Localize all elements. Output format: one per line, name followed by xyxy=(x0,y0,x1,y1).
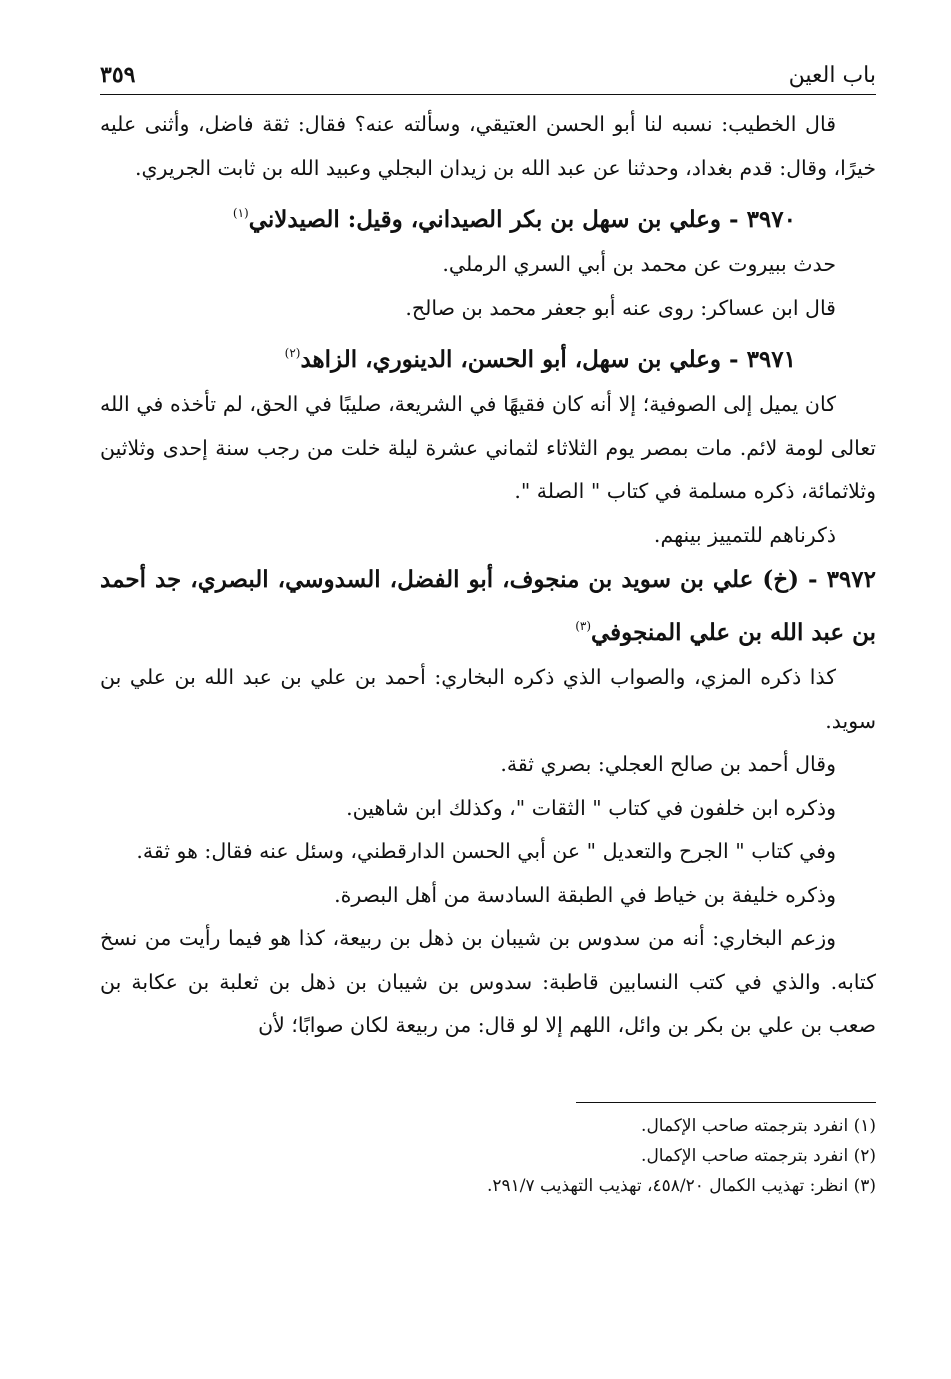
paragraph: قال الخطيب: نسبه لنا أبو الحسن العتيقي، وسألته عنه؟ فقال: ثقة فاضل، وأثنى عليه خيرًا، وقال: قدم بغداد، وحدثنا عن عبد الله بن زيدان البجلي وعبيد الله بن ثابت الجريري. xyxy=(100,112,876,180)
paragraph: قال ابن عساكر: روى عنه أبو جعفر محمد بن صالح. xyxy=(405,295,836,320)
entry-title: ٣٩٧٠ - وعلي بن سهل بن بكر الصيداني، وقيل: الصيدلاني xyxy=(248,206,796,233)
footnotes xyxy=(100,1111,876,1201)
chapter-title: باب العين xyxy=(788,63,876,88)
footnote-divider xyxy=(576,1102,876,1103)
paragraph: وقال أحمد بن صالح العجلي: بصري ثقة. xyxy=(500,752,836,776)
paragraph: كذا ذكره المزي، والصواب الذي ذكره البخاري: أحمد بن علي بن عبد الله بن علي بن سويد. xyxy=(100,665,876,733)
running-header xyxy=(100,58,876,95)
paragraph: حدث ببيروت عن محمد بن أبي السري الرملي. xyxy=(442,252,836,276)
paragraph: وذكره خليفة بن خياط في الطبقة السادسة من أهل البصرة. xyxy=(334,882,836,907)
main-text xyxy=(100,103,876,1048)
entry-title: ٣٩٧٢ - (خ) علي بن سويد بن منجوف، أبو الفضل، السدوسي، البصري، جد أحمد بن عبد الله بن علي المنجوفي xyxy=(100,566,876,646)
book-page xyxy=(100,58,876,1201)
footnote: (٣) انظر: تهذيب الكمال ٤٥٨/٢٠، تهذيب التهذيب ٢٩١/٧. xyxy=(486,1175,876,1196)
paragraph: ذكرناهم للتمييز بينهم. xyxy=(653,522,836,547)
footnote: (٢) انفرد بترجمته صاحب الإكمال. xyxy=(641,1145,876,1166)
entry-heading xyxy=(100,557,876,656)
entry-heading xyxy=(100,190,876,243)
footnote-marker: (٢) xyxy=(284,346,301,360)
page-number: ٣٥٩ xyxy=(100,62,136,88)
paragraph: وفي كتاب " الجرح والتعديل " عن أبي الحسن الدارقطني، وسئل عنه فقال: هو ثقة. xyxy=(136,839,836,863)
entry-heading xyxy=(100,330,876,383)
paragraph: كان يميل إلى الصوفية؛ إلا أنه كان فقيهًا في الشريعة، صليبًا في الحق، لم تأخذه في الله تعالى لومة لائم. مات بمصر يوم الثلاثاء لثماني عشرة ليلة خلت من رجب سنة إحدى وثلاثين وثلاثمائة، ذكره مسلمة في كتاب " الصلة ". xyxy=(100,392,876,503)
entry-title: ٣٩٧١ - وعلي بن سهل، أبو الحسن، الدينوري، الزاهد xyxy=(300,346,796,373)
paragraph: وزعم البخاري: أنه من سدوس بن شيبان بن ذهل بن ربيعة، كذا هو فيما رأيت من نسخ كتابه. والذي في كتب النسابين قاطبة: سدوس بن شيبان بن ذهل بن ثعلبة بن عكابة بن صعب بن علي بن بكر بن وائل، اللهم إلا لو قال: من ربيعة لكان صوابًا؛ لأن xyxy=(100,926,876,1037)
footnote-marker: (١) xyxy=(232,206,249,220)
paragraph: وذكره ابن خلفون في كتاب " الثقات "، وكذلك ابن شاهين. xyxy=(346,795,836,820)
footnote-marker: (٣) xyxy=(575,619,592,633)
footnote: (١) انفرد بترجمته صاحب الإكمال. xyxy=(641,1115,876,1136)
